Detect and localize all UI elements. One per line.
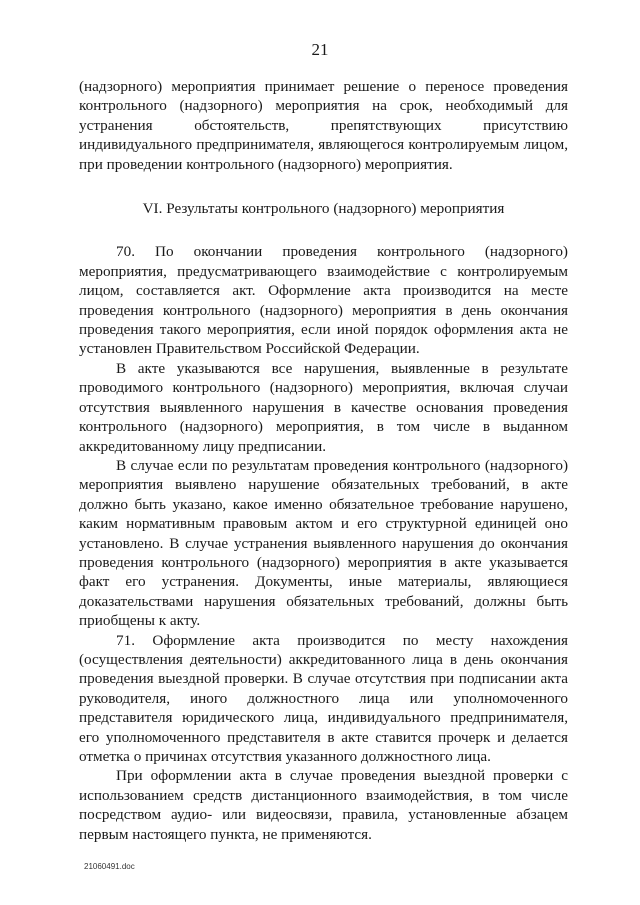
section-heading: VI. Результаты контрольного (надзорного) мероприятия bbox=[142, 200, 505, 218]
paragraph-violations: В акте указываются все нарушения, выявленные в результате проводимого контрольного (надзорного) мероприятия, включая случаи отсутствия выявленного нарушения в качестве основания проведения контрольного (надзорного) мероприятия, в том числе в выданном аккредитованному лицу предписании. bbox=[79, 359, 568, 455]
paragraph-item-71: 71. Оформление акта производится по месту нахождения (осуществления деятельности) аккредитованного лица в день окончания проведения выездной проверки. В случае отсутствия при подписании акта руководителя, иного должностного лица или уполномоченного представителя юридического лица, индивидуального предпринимателя, его уполномоченного представителя в акте ставится прочерк и делается отметка о причинах отсутствия указанного должностного лица. bbox=[79, 631, 568, 765]
paragraph-item-70: 70. По окончании проведения контрольного (надзорного) мероприятия, предусматривающего взаимодействие с контролируемым лицом, составляется акт. Оформление акта производится на месте проведения контрольного (надзорного) мероприятия в день окончания проведения такого мероприятия, если иной порядок оформления акта не установлен Правительством Российской Федерации. bbox=[79, 243, 568, 358]
paragraph-violation-found: В случае если по результатам проведения контрольного (надзорного) мероприятия выявлено нарушение обязательных требований, в акте должно быть указано, какое именно обязательное требование нарушено, каким нормативным правовым актом и его структурной единицей оно установлено. В случае устранения выявленного нарушения до окончания проведения контрольного (надзорного) мероприятия в акте указывается факт его устранения. Документы, иные материалы, являющиеся доказательствами нарушения обязательных требований, должны быть приобщены к акту. bbox=[79, 456, 568, 630]
footer-file-code: 21060491.doc bbox=[84, 862, 135, 871]
paragraph-continuation: (надзорного) мероприятия принимает решение о переносе проведения контрольного (надзорного) мероприятия на срок, необходимый для устранения обстоятельств, препятствующих присутствию индивидуального предпринимателя, являющегося контролируемым лицом, при проведении контрольного (надзорного) мероприятия. bbox=[79, 78, 568, 173]
paragraph-remote-inspection: При оформлении акта в случае проведения выездной проверки с использованием средств дистанционного взаимодействия, в том числе посредством аудио- или видеосвязи, правила, установленные абзацем первым настоящего пункта, не применяются. bbox=[79, 767, 568, 843]
page-number: 21 bbox=[311, 40, 329, 59]
document-body bbox=[79, 77, 568, 844]
